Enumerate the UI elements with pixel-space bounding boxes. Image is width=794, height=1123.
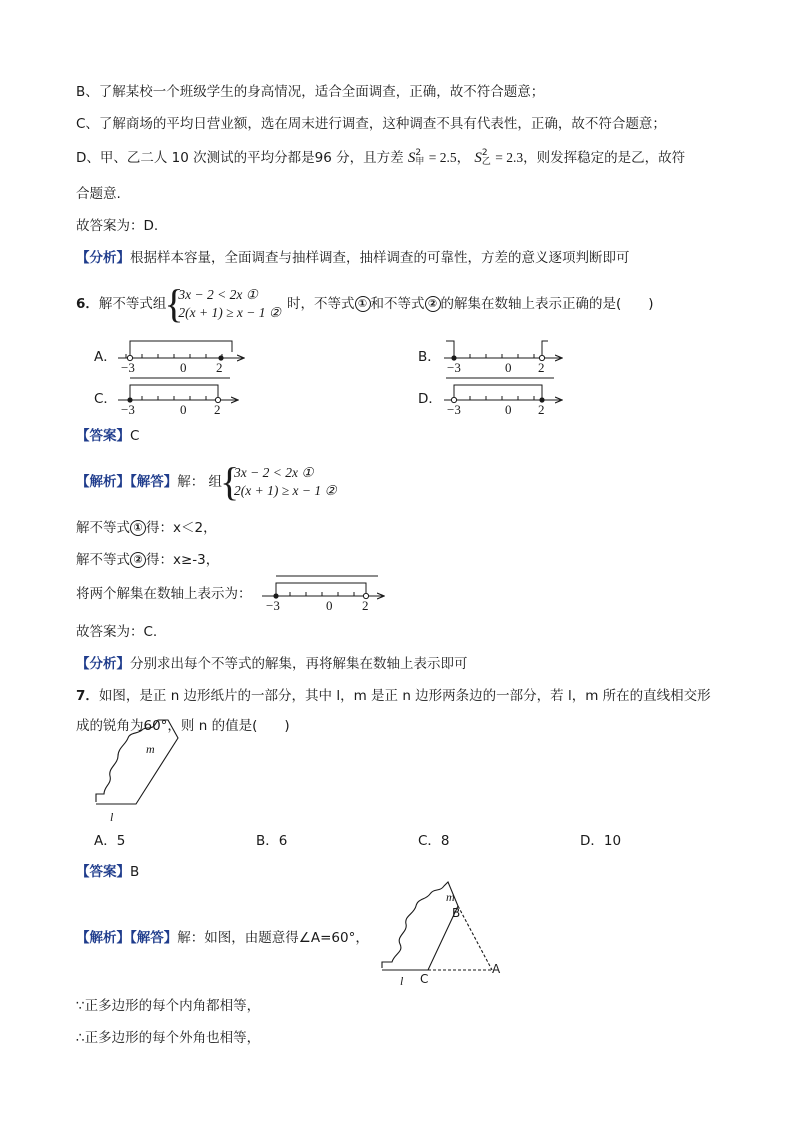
solution-7: 【解析】【解答】解：如图，由题意得∠A=60°， bbox=[76, 930, 369, 946]
analysis-6: 【分析】分别求出每个不等式的解集，再将解集在数轴上表示即可 bbox=[76, 656, 468, 672]
option-b-label: B． bbox=[418, 349, 441, 365]
label-c: C bbox=[420, 972, 429, 986]
final-answer-6: 故答案为：C. bbox=[76, 624, 158, 640]
tick-label-neg3: −3 bbox=[121, 402, 135, 417]
question-7-stem-cont: 成的锐角为60°，则 n 的值是( ) bbox=[76, 718, 290, 734]
label-b: B bbox=[452, 906, 461, 920]
inequality-system-solution: { 3x − 2 < 2x ① 2(x + 1) ≥ x − 1 ② bbox=[224, 464, 337, 500]
tick-label-0: 0 bbox=[505, 402, 512, 417]
tick-label-0: 0 bbox=[326, 598, 333, 613]
tick-label-2: 2 bbox=[538, 360, 545, 375]
answer-7: 【答案】B bbox=[76, 864, 140, 880]
tick-label-2: 2 bbox=[216, 360, 223, 375]
question-7-stem: 7．如图，是正 n 边形纸片的一部分，其中 l，m 是正 n 边形两条边的一部分，若 l，m 所在的直线相交形 bbox=[76, 688, 711, 704]
tick-label-0: 0 bbox=[505, 360, 512, 375]
option-7a: A．5 bbox=[94, 833, 126, 849]
analysis-5: 【分析】根据样本容量，全面调查与抽样调查，抽样调查的可靠性，方差的意义逐项判断即可 bbox=[76, 250, 630, 266]
option-d-label: D． bbox=[418, 391, 442, 407]
option-b-explanation: B、了解某校一个班级学生的身高情况，适合全面调查，正确，故不符合题意； bbox=[76, 84, 545, 100]
label-a: A bbox=[492, 962, 501, 976]
option-c-label: C． bbox=[94, 391, 117, 407]
reason-line-2: ∴正多边形的每个外角也相等， bbox=[76, 1030, 261, 1046]
solve-inequality-2: 解不等式 ② 得：x≥-3， bbox=[76, 552, 220, 568]
number-line-solution bbox=[262, 576, 384, 599]
option-a-label: A． bbox=[94, 349, 117, 365]
number-line-a bbox=[118, 341, 244, 361]
tick-label-2: 2 bbox=[362, 598, 369, 613]
label-l: l bbox=[110, 810, 114, 824]
label-m: m bbox=[146, 742, 155, 756]
reason-line-1: ∵正多边形的每个内角都相等， bbox=[76, 998, 261, 1014]
option-c-explanation: C、了解商场的平均日营业额，选在周末进行调查，这种调查不具有代表性，正确，故不符合题意； bbox=[76, 116, 666, 132]
label-m-2: m bbox=[446, 890, 455, 904]
tick-label-0: 0 bbox=[180, 360, 187, 375]
label-l-2: l bbox=[400, 974, 404, 988]
tick-label-2: 2 bbox=[214, 402, 221, 417]
polygon-fragment-figure-2 bbox=[382, 882, 492, 970]
inequality-system: { 3x − 2 < 2x ① 2(x + 1) ≥ x − 1 ② bbox=[168, 286, 281, 322]
option-d-continued: 合题意. bbox=[76, 186, 121, 202]
solution-6: 【解析】【解答】 解： 组 { 3x − 2 < 2x ① 2(x + 1) ≥ x − 1 ② bbox=[76, 460, 337, 504]
number-line-intro: 将两个解集在数轴上表示为： bbox=[76, 586, 252, 602]
tick-label-neg3: −3 bbox=[266, 598, 280, 613]
number-line-d bbox=[444, 378, 562, 403]
option-7b: B．6 bbox=[256, 833, 288, 849]
option-d-explanation: D、甲、乙二人 10 次测试的平均分都是96 分，且方差 S 2 甲 = 2.5， S 2 乙 = 2.3，则发挥稳定的是乙，故符 bbox=[76, 148, 686, 167]
tick-label-0: 0 bbox=[180, 402, 187, 417]
option-7d: D．10 bbox=[580, 833, 622, 849]
solve-inequality-1: 解不等式 ① 得：x＜2， bbox=[76, 520, 217, 536]
tick-label-2: 2 bbox=[538, 402, 545, 417]
option-7c: C．8 bbox=[418, 833, 450, 849]
tick-label-neg3: −3 bbox=[121, 360, 135, 375]
answer-6: 【答案】C bbox=[76, 428, 140, 444]
tick-label-neg3: −3 bbox=[447, 360, 461, 375]
tick-label-neg3: −3 bbox=[447, 402, 461, 417]
question-6-stem: 6． 解不等式组 { 3x − 2 < 2x ① 2(x + 1) ≥ x − 1 ② 时，不等式 ① 和不等式 ② 的解集在数轴上表示正确的是( ) bbox=[76, 282, 654, 326]
answer-5: 故答案为：D. bbox=[76, 218, 159, 234]
number-line-c bbox=[118, 378, 238, 403]
number-line-b bbox=[444, 341, 562, 361]
